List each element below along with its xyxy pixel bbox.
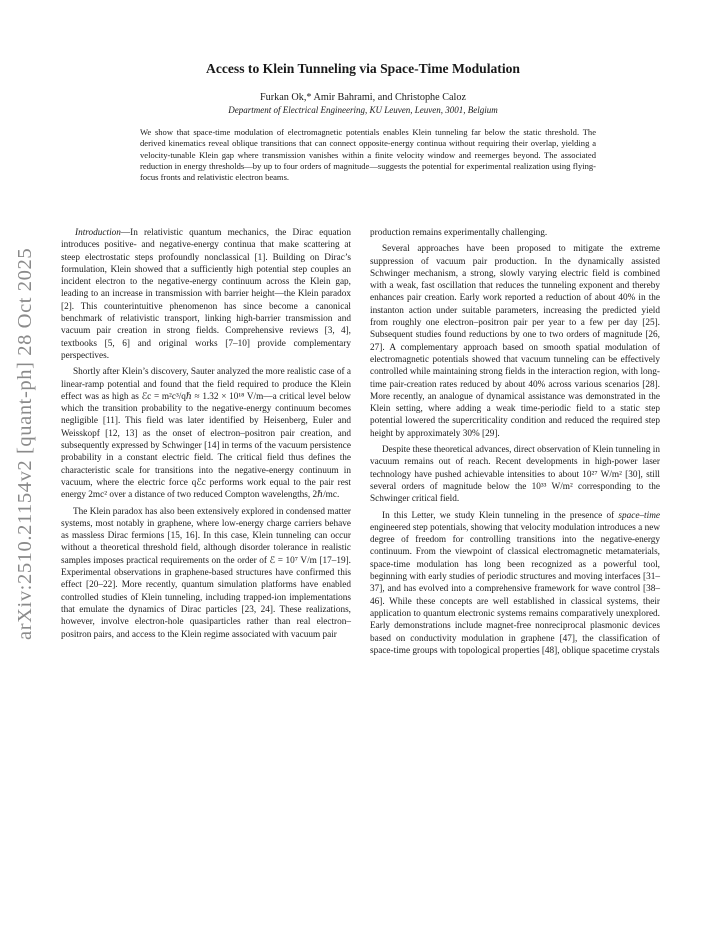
letter-paragraph xyxy=(370,510,660,658)
abstract: We show that space-time modulation of electromagnetic potentials enables Klein tunneling far below the static threshold. The derived kinematics reveal oblique transitions that can connect opposite-energy continua without requiring their overlap, yielding a velocity-tunable Klein gap where transmission vanishes within a finite velocity window and reemerges beyond. The associated reduction in energy thresholds—by up to four orders of magnitude—suggests the potential for experimental realization using flying-focus fronts and relativistic electron beams. xyxy=(140,127,596,182)
letter-text-b: engineered step potentials, showing that velocity modulation introduces a new degree of freedom for controlling transitions into the negative-energy continuum. From the viewpoint of classical electromagnetic metamaterials, space-time modulation has long been recognized as a powerful tool, beginning with early studies of periodic structures and moving interfaces [31–37], and has evolved into a comprehensive framework for wave control [38–46]. While these concepts are well established in classical systems, their application to quantum electronic systems remains comparatively unexplored. Early demonstrations include magnet-free nonreciprocal plasmonic devices based on conductivity modulation in graphene [47], the classification of space-time groups with topological properties [48], oblique spacetime crystals xyxy=(370,522,660,656)
paper-title: Access to Klein Tunneling via Space-Time Modulation xyxy=(206,61,520,76)
intro-paragraph xyxy=(61,227,351,362)
sauter-paragraph: Shortly after Klein’s discovery, Sauter analyzed the more realistic case of a linear-ramp potential and found that the field required to produce the Klein effect was as high as ℰc = m²c³/qℏ ≈ 1.32 × 10¹⁸ V/m—a critical level below which the transition probability to the negative-energy continuum becomes negligible [11]. This field was later identified by Heisenberg, Euler and Weisskopf [12, 13] as the onset of electron–positron pair creation, and subsequently expressed by Schwinger [14] in terms of the vacuum persistence probability in a constant electric field. The critical field thus defines the characteristic scale for transitions into the negative-energy continuum in vacuum, where the electric force qℰc performs work equal to the pair rest energy 2mc² over a distance of two reduced Compton wavelengths, 2ℏ/mc. xyxy=(61,367,351,501)
arxiv-identifier: arXiv:2510.21154v2 [quant-ph] 28 Oct 2025 xyxy=(14,247,36,640)
section-lead: Introduction xyxy=(75,228,121,238)
letter-text-a: In this Letter, we study Klein tunneling in the presence of xyxy=(382,510,619,521)
emphasis-spacetime: space–time xyxy=(618,510,660,521)
observation-paragraph: Despite these theoretical advances, direct observation of Klein tunneling in vacuum remains out of reach. Recent developments in high-power laser technology have pushed achievable intensities to about 10²⁷ W/m² [30], still several orders of magnitude below the 10³³ W/m² corresponding to the Schwinger critical field. xyxy=(370,445,660,505)
approaches-paragraph: Several approaches have been proposed to mitigate the extreme suppression of vacuum pair production. In the dynamically assisted Schwinger mechanism, a strong, slowly varying electric field is combined with a weak, fast oscillation that reduces the tunneling exponent and thereby enhances pair creation. Early work reported a reduction of about 40% in the instanton action under suitable parameters, increasing the predicted yield from roughly one electron–positron pair per year to a few per day [25]. Subsequent studies found reductions by one to two orders of magnitude [26, 27]. A complementary approach based on smooth spatial modulation of electromagnetic potentials showed that vacuum tunneling can be effectively controlled while maintaining strong fields in the interaction region, with long-time pair-creation rates reduced by about 40% across various scenarios [28]. More recently, an analogue of dynamical assistance was demonstrated in the Klein setting, where adding a weak time-periodic field to a static step potential lowered the supercriticality condition and reduced the required step height by approximately 30% [29]. xyxy=(370,244,660,439)
graphene-paragraph: The Klein paradox has also been extensively explored in condensed matter systems, most notably in graphene, where low-energy charge carriers behave as massless Dirac fermions [15, 16]. In this case, Klein tunneling can occur without a theoretical threshold field, although disorder tolerance in realistic samples imposes practical requirements on the order of ℰ = 10⁷ V/m [17–19]. Experimental observations in graphene-based structures have confirmed this effect [20–22]. More recently, quantum simulation platforms have enabled controlled studies of Klein tunneling, including trapped-ion implementations that emulate the dynamics of Dirac particles [23, 24]. These realizations, however, involve electron-hole quasiparticles rather than real electron–positron pairs, and access to the Klein regime associated with vacuum pair xyxy=(61,506,351,640)
continued-paragraph: production remains experimentally challenging. xyxy=(370,228,548,238)
affiliation: Department of Electrical Engineering, KU Leuven, Leuven, 3001, Belgium xyxy=(228,105,498,115)
intro-text: —In relativistic quantum mechanics, the Dirac equation introduces positive- and negative-energy continua that make scattering at steep electrostatic steps profoundly nonclassical [1]. Building on Dirac’s formulation, Klein showed that a sufficiently high potential step couples an incident electron to the negative-energy continuum across the Klein gap, leading to an increase in transmission with barrier height—the Klein paradox [2]. This counterintuitive phenomenon has since become a canonical benchmark of relativistic transport, linking high-barrier transmission and vacuum pair creation in strong fields. Comprehensive reviews [3, 4], textbooks [5, 6] and original works [7–10] provide complementary perspectives. xyxy=(61,228,351,361)
author-list: Furkan Ok,* Amir Bahrami, and Christophe Caloz xyxy=(260,92,466,103)
left-column xyxy=(61,227,351,645)
right-column xyxy=(370,227,660,661)
